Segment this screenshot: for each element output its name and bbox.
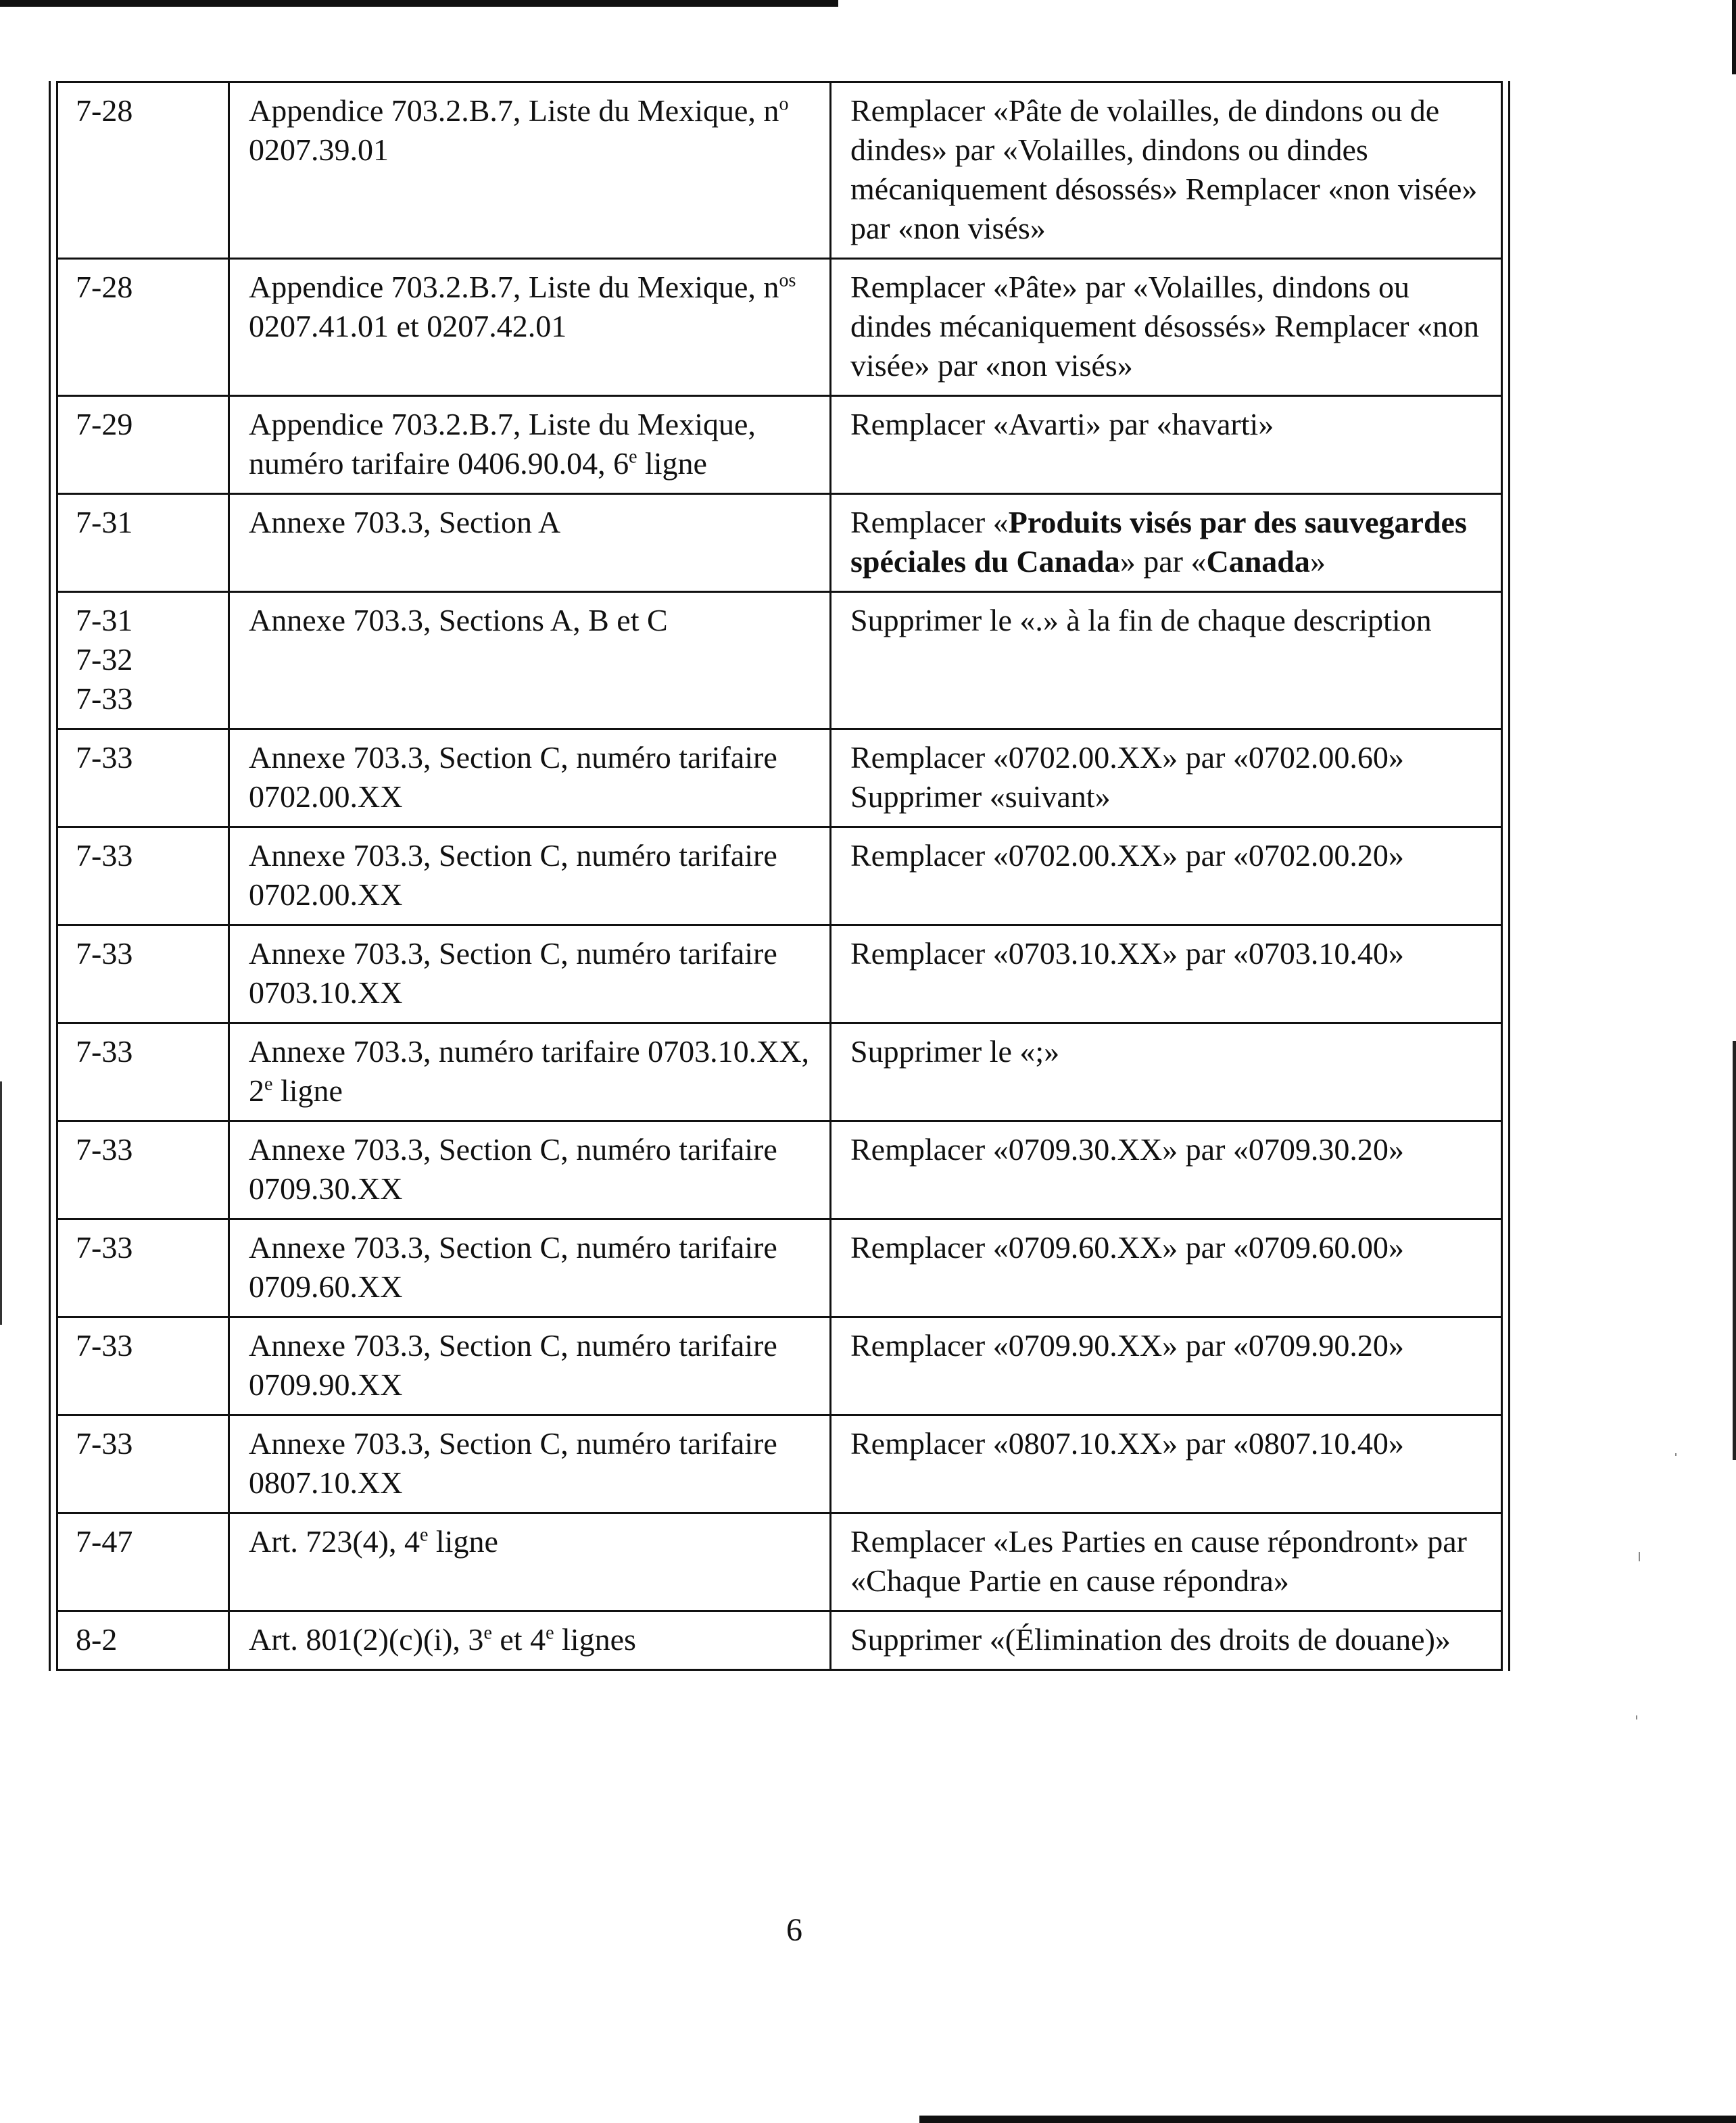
bold-term: Canada [1206, 544, 1310, 579]
page-cell: 7-33 [57, 1023, 229, 1121]
change-cell: Remplacer «0703.10.XX» par «0703.10.40» [831, 925, 1502, 1023]
reference-cell: Appendice 703.2.B.7, Liste du Mexique, $n^{os}$ 0207.41.01 et 0207.42.01 [229, 259, 831, 396]
page-cell: 7-33 [57, 1121, 229, 1219]
page-cell: 7-33 [57, 729, 229, 827]
table-row [57, 827, 1502, 925]
table-row [57, 592, 1502, 729]
table-row [57, 1513, 1502, 1611]
table-row [57, 925, 1502, 1023]
page-cell: 7-33 [57, 1219, 229, 1317]
scan-edge-top [0, 0, 838, 7]
page-cell: 7-31 7-32 7-33 [57, 592, 229, 729]
bold-term: Produits visés par des sauvegardes spéciales du Canada [850, 505, 1467, 579]
table-row [57, 1219, 1502, 1317]
reference-cell: Annexe 703.3, Section C, numéro tarifaire 0703.10.XX [229, 925, 831, 1023]
reference-cell: Annexe 703.3, Section C, numéro tarifaire 0702.00.XX [229, 827, 831, 925]
reference-cell: Art. 723(4), 4e ligne [229, 1513, 831, 1611]
change-cell: Remplacer «0702.00.XX» par «0702.00.60» Supprimer «suivant» [831, 729, 1502, 827]
reference-cell: Appendice 703.2.B.7, Liste du Mexique, $n^o$ 0207.39.01 [229, 82, 831, 259]
change-cell: Remplacer «0709.90.XX» par «0709.90.20» [831, 1317, 1502, 1415]
change-cell: Remplacer «Les Parties en cause répondront» par «Chaque Partie en cause répondra» [831, 1513, 1502, 1611]
page-cell: 7-29 [57, 396, 229, 494]
change-cell: Supprimer «(Élimination des droits de douane)» [831, 1611, 1502, 1670]
change-cell: Remplacer «Produits visés par des sauvegardes spéciales du Canada» par «Canada» [831, 494, 1502, 592]
table-row [57, 1317, 1502, 1415]
table-row [57, 494, 1502, 592]
page-cell: 7-28 [57, 259, 229, 396]
scan-speck [1636, 1715, 1637, 1719]
reference-cell: Art. 801(2)(c)(i), 3e et 4e lignes [229, 1611, 831, 1670]
change-cell: Remplacer «Avarti» par «havarti» [831, 396, 1502, 494]
page-number: 6 [786, 1912, 802, 1948]
corrections-table-frame [49, 81, 1510, 1671]
change-cell: Remplacer «0807.10.XX» par «0807.10.40» [831, 1415, 1502, 1513]
scan-edge-bottom [919, 2116, 1736, 2123]
reference-cell: Annexe 703.3, Sections A, B et C [229, 592, 831, 729]
reference-cell: Annexe 703.3, Section C, numéro tarifaire 0702.00.XX [229, 729, 831, 827]
table-row [57, 259, 1502, 396]
page-cell: 7-31 [57, 494, 229, 592]
table-row [57, 82, 1502, 259]
reference-cell: Annexe 703.3, Section C, numéro tarifaire 0709.90.XX [229, 1317, 831, 1415]
change-cell: Remplacer «Pâte» par «Volailles, dindons ou dindes mécaniquement désossés» Remplacer «non visée» par «non visés» [831, 259, 1502, 396]
reference-cell: Annexe 703.3, Section C, numéro tarifaire 0807.10.XX [229, 1415, 831, 1513]
change-cell: Supprimer le «;» [831, 1023, 1502, 1121]
reference-cell: Annexe 703.3, numéro tarifaire 0703.10.XX, 2e ligne [229, 1023, 831, 1121]
reference-cell: Appendice 703.2.B.7, Liste du Mexique, numéro tarifaire 0406.90.04, 6e ligne [229, 396, 831, 494]
table-row [57, 396, 1502, 494]
change-cell: Remplacer «0702.00.XX» par «0702.00.20» [831, 827, 1502, 925]
table-row [57, 729, 1502, 827]
page-cell: 7-33 [57, 827, 229, 925]
page-cell: 7-33 [57, 925, 229, 1023]
page-cell: 7-33 [57, 1317, 229, 1415]
change-cell: Remplacer «Pâte de volailles, de dindons ou de dindes» par «Volailles, dindons ou dindes mécaniquement désossés» Remplacer «non visée» par «non visés» [831, 82, 1502, 259]
scan-speck [1675, 1453, 1677, 1456]
corrections-table [56, 81, 1503, 1671]
reference-cell: Annexe 703.3, Section C, numéro tarifaire 0709.60.XX [229, 1219, 831, 1317]
table-row [57, 1415, 1502, 1513]
reference-cell: Annexe 703.3, Section C, numéro tarifaire 0709.30.XX [229, 1121, 831, 1219]
page-cell: 7-28 [57, 82, 229, 259]
scan-edge-right [1733, 1041, 1736, 1460]
reference-cell: Annexe 703.3, Section A [229, 494, 831, 592]
change-cell: Remplacer «0709.60.XX» par «0709.60.00» [831, 1219, 1502, 1317]
scan-edge-left [0, 1081, 2, 1325]
page-cell: 7-33 [57, 1415, 229, 1513]
table-row [57, 1121, 1502, 1219]
table-row [57, 1611, 1502, 1670]
scan-speck [1639, 1552, 1640, 1561]
page-cell: 8-2 [57, 1611, 229, 1670]
scan-edge-right-top [1732, 0, 1736, 74]
table-row [57, 1023, 1502, 1121]
change-cell: Remplacer «0709.30.XX» par «0709.30.20» [831, 1121, 1502, 1219]
change-cell: Supprimer le «.» à la fin de chaque description [831, 592, 1502, 729]
page-cell: 7-47 [57, 1513, 229, 1611]
